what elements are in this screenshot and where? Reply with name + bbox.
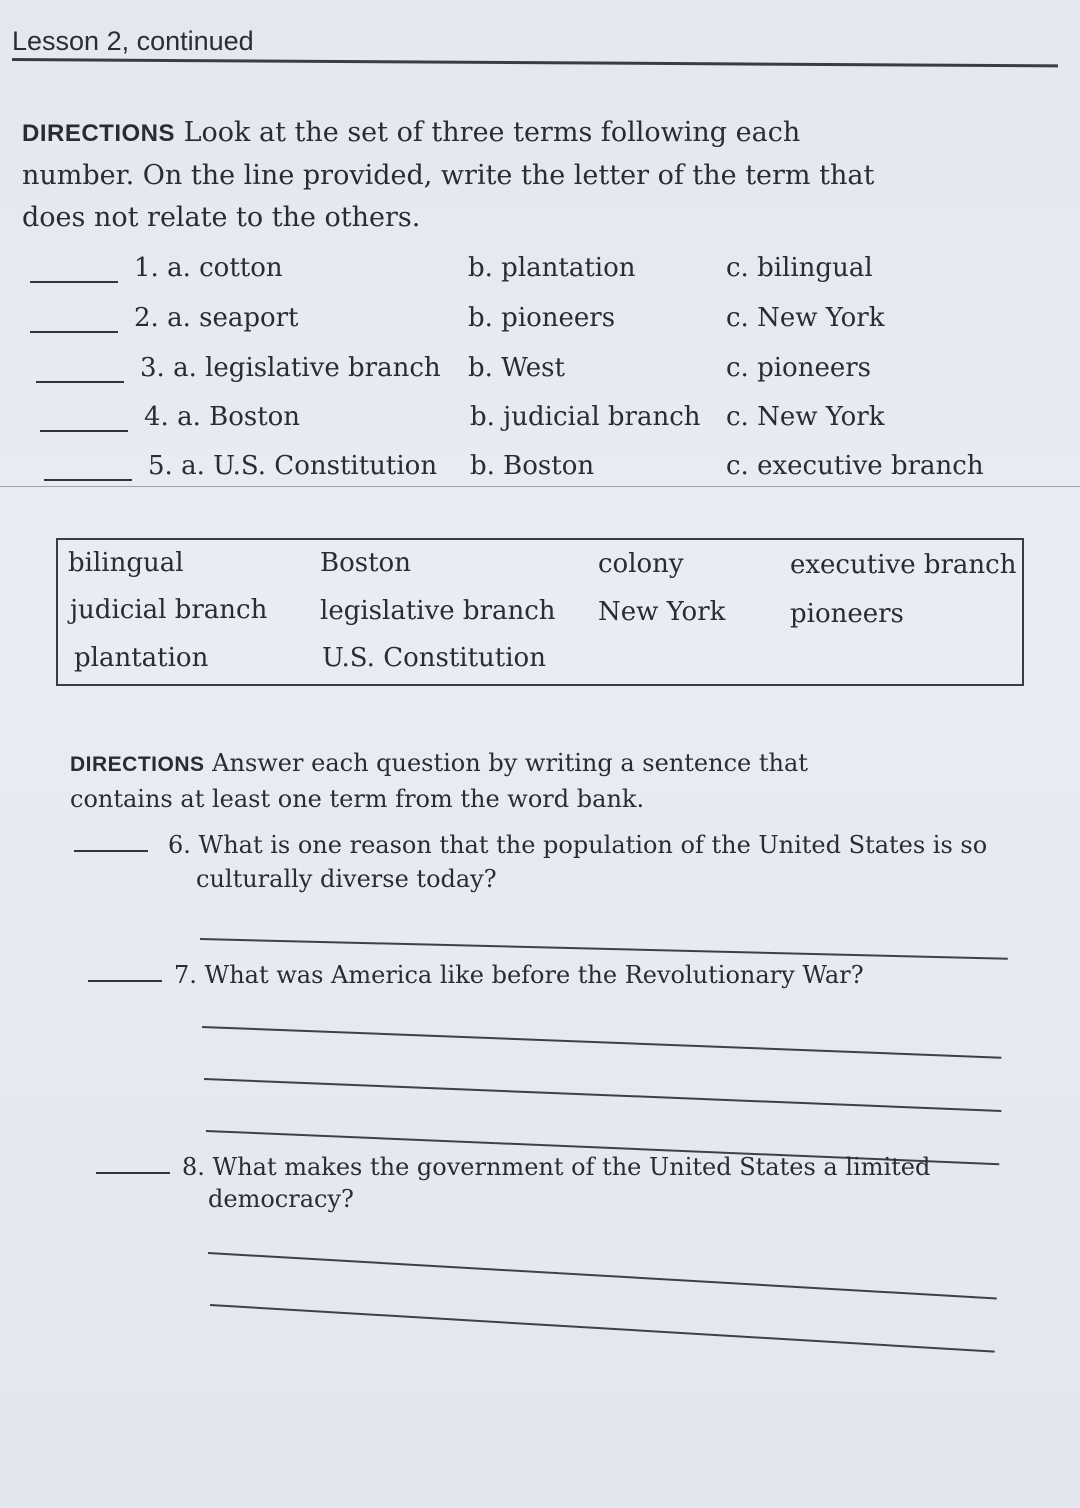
- question-8: [96, 1150, 996, 1220]
- item-4-option-a: 4. a. Boston: [144, 402, 301, 432]
- question-8-text-line2: democracy?: [208, 1185, 354, 1213]
- word-bank-term: executive branch: [790, 550, 1017, 580]
- part2-directions-text: Answer each question by writing a sentence that contains at least one term from the word bank.: [70, 749, 808, 813]
- word-bank-term: New York: [598, 597, 726, 627]
- item-3-option-a: 3. a. legislative branch: [140, 353, 441, 383]
- item-3-option-b: b. West: [468, 353, 565, 383]
- item-1-option-b: b. plantation: [468, 253, 636, 283]
- lesson-header: Lesson 2, continued: [12, 26, 254, 56]
- answer-blank-4[interactable]: [40, 430, 128, 432]
- section-divider: [0, 486, 1080, 487]
- word-bank-term: U.S. Constitution: [322, 643, 546, 673]
- word-bank-term: colony: [598, 549, 684, 579]
- item-2-option-c: c. New York: [726, 303, 885, 333]
- answer-line-7b[interactable]: [204, 1078, 1001, 1112]
- question-6: [74, 828, 988, 898]
- answer-blank-1[interactable]: [30, 281, 118, 283]
- matching-item-1: [30, 253, 1030, 289]
- answer-line-6[interactable]: [200, 938, 1008, 960]
- question-6-text-line2: culturally diverse today?: [196, 865, 497, 893]
- item-2-option-b: b. pioneers: [468, 303, 616, 333]
- answer-blank-3[interactable]: [36, 381, 124, 383]
- matching-item-5: [44, 451, 1044, 487]
- part2-directions: [70, 746, 830, 816]
- answer-blank-8[interactable]: [96, 1172, 170, 1174]
- word-bank-term: bilingual: [68, 548, 184, 578]
- item-5-option-a: 5. a. U.S. Constitution: [148, 451, 438, 481]
- item-5-option-c: c. executive branch: [726, 451, 984, 481]
- part1-directions-text: Look at the set of three terms following each number. On the line provided, write the letter of the term that does not relate to the others.: [22, 117, 875, 233]
- part2-directions-label: DIRECTIONS: [70, 753, 205, 776]
- question-6-text-line1: 6. What is one reason that the population of the United States is so: [168, 831, 988, 859]
- word-bank-term: legislative branch: [320, 596, 556, 626]
- word-bank: [56, 538, 1024, 686]
- item-3-option-c: c. pioneers: [726, 353, 871, 383]
- word-bank-term: Boston: [320, 548, 411, 578]
- matching-item-3: [36, 353, 1036, 389]
- question-7: [88, 958, 988, 998]
- answer-blank-5[interactable]: [44, 479, 132, 481]
- word-bank-term: judicial branch: [70, 595, 268, 625]
- item-5-option-b: b. Boston: [470, 451, 595, 481]
- matching-item-4: [40, 402, 1040, 438]
- part1-directions-label: DIRECTIONS: [22, 120, 176, 147]
- word-bank-term: pioneers: [790, 599, 904, 629]
- item-1-option-a: 1. a. cotton: [134, 253, 283, 283]
- answer-blank-6[interactable]: [74, 850, 148, 852]
- answer-line-8b[interactable]: [210, 1304, 995, 1353]
- answer-blank-7[interactable]: [88, 980, 162, 982]
- answer-blank-2[interactable]: [30, 331, 118, 333]
- item-2-option-a: 2. a. seaport: [134, 303, 299, 333]
- answer-line-7a[interactable]: [202, 1026, 1001, 1059]
- question-8-text-line1: 8. What makes the government of the United States a limited: [182, 1153, 931, 1181]
- header-rule: [12, 58, 1058, 67]
- word-bank-term: plantation: [74, 643, 209, 673]
- item-4-option-b: b. judicial branch: [470, 402, 701, 432]
- item-4-option-c: c. New York: [726, 402, 885, 432]
- answer-line-8a[interactable]: [208, 1252, 997, 1299]
- matching-item-2: [30, 303, 1030, 339]
- item-1-option-c: c. bilingual: [726, 253, 873, 283]
- question-7-text-line1: 7. What was America like before the Revolutionary War?: [174, 961, 864, 989]
- part1-directions: [22, 112, 902, 239]
